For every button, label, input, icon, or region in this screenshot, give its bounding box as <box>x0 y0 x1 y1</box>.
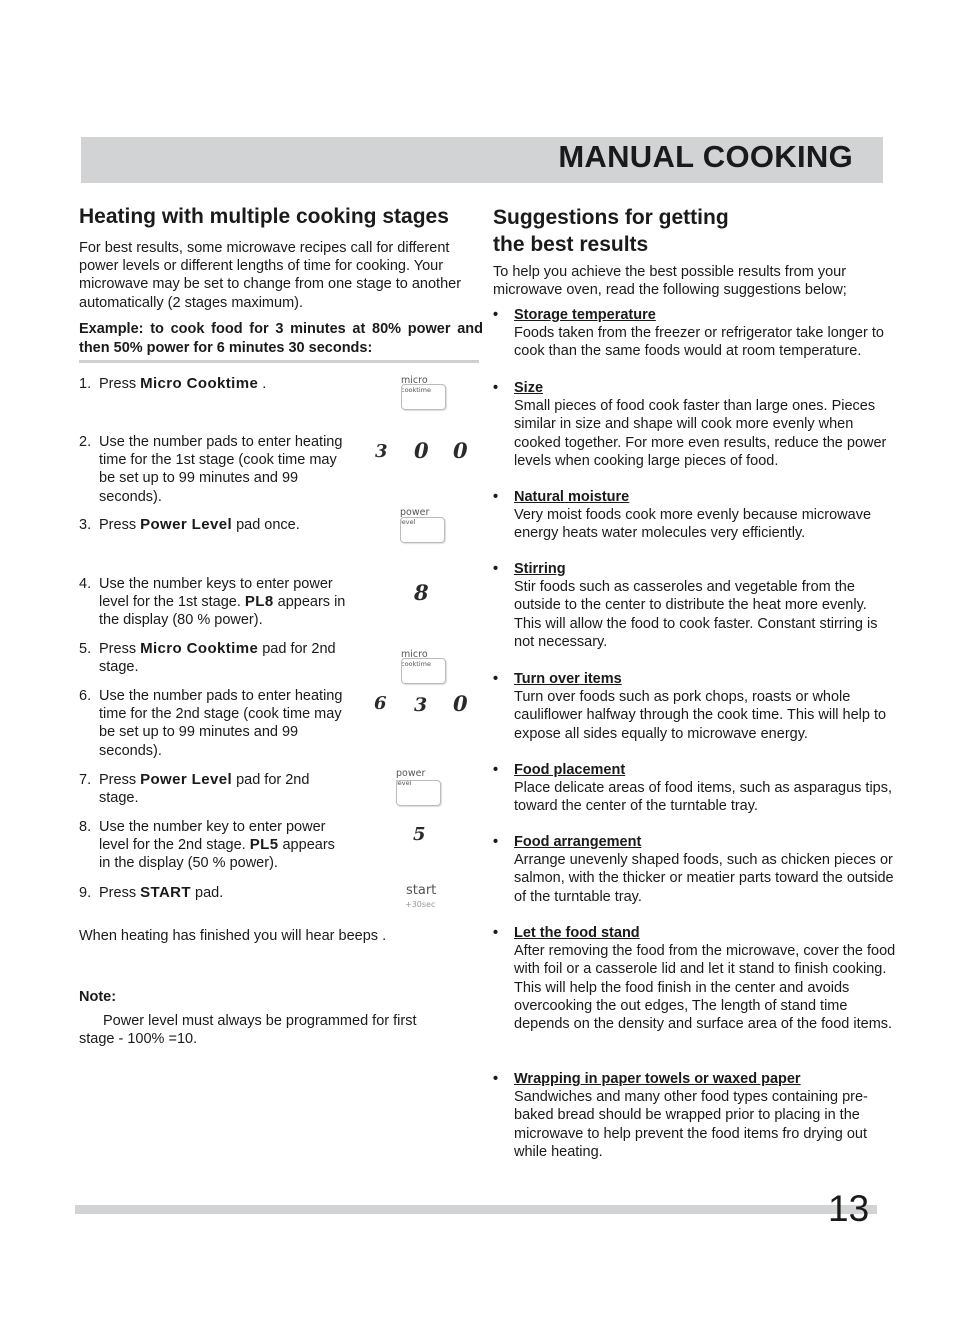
page-title: MANUAL COOKING <box>558 139 853 174</box>
digit-8: 8 <box>414 580 429 605</box>
step-6: 6. Use the number pads to enter heating time for the 2nd stage (cook time may be set up to 99 minutes and 99 seconds). <box>79 688 343 759</box>
finish-text: When heating has finished you will hear beeps . <box>79 928 387 944</box>
digit-3: 3 <box>375 441 388 462</box>
step-3: 3. Press Power Level pad once. <box>79 516 300 533</box>
digit-0: 0 <box>414 438 429 463</box>
left-heading: Heating with multiple cooking stages <box>79 205 449 228</box>
left-intro: For best results, some microwave recipes call for different power levels or different lengths of time for cooking. Your microwave may be set to change from one stage to another automatically (2 stages maximum). <box>79 240 462 311</box>
start-pad-label: start <box>406 883 437 898</box>
right-intro: To help you achieve the best possible results from your microwave oven, read the following suggestions below; <box>493 264 847 299</box>
page-number: 13 <box>828 1188 870 1229</box>
digit-0: 0 <box>453 438 468 463</box>
step-2: 2. Use the number pads to enter heating time for the 1st stage (cook time may be set up to 99 minutes and 99 seconds). <box>79 434 343 505</box>
divider <box>79 360 479 363</box>
digit-3: 3 <box>414 694 428 716</box>
right-heading-line2: the best results <box>493 233 649 256</box>
footer-bar <box>75 1205 877 1214</box>
digit-5: 5 <box>413 824 426 845</box>
digit-0: 0 <box>453 691 468 716</box>
note-text: Power level must always be programmed for first stage - 100% =10. <box>79 1013 417 1048</box>
step-9: 9. Press START pad. <box>79 884 224 901</box>
step-5: 5. Press Micro Cooktime pad for 2nd stage. <box>79 640 336 676</box>
start-pad-sublabel: +30sec <box>405 900 436 909</box>
right-heading-line1: Suggestions for getting <box>493 206 729 229</box>
step-4: 4. Use the number keys to enter power level for the 1st stage. PL8 appears in the display (80 % power). <box>79 576 346 629</box>
step-8: 8. Use the number key to enter power level for the 2nd stage. PL5 appears in the display (50 % power). <box>79 819 335 872</box>
title-banner <box>81 137 883 183</box>
step-1: 1. Press Micro Cooktime . <box>79 375 267 392</box>
note-label: Note: <box>79 989 117 1005</box>
example-text: Example: to cook food for 3 minutes at 80% power and then 50% power for 6 minutes 30 seconds: <box>79 321 483 356</box>
digit-6: 6 <box>374 693 387 714</box>
step-7: 7. Press Power Level pad for 2nd stage. <box>79 771 310 807</box>
